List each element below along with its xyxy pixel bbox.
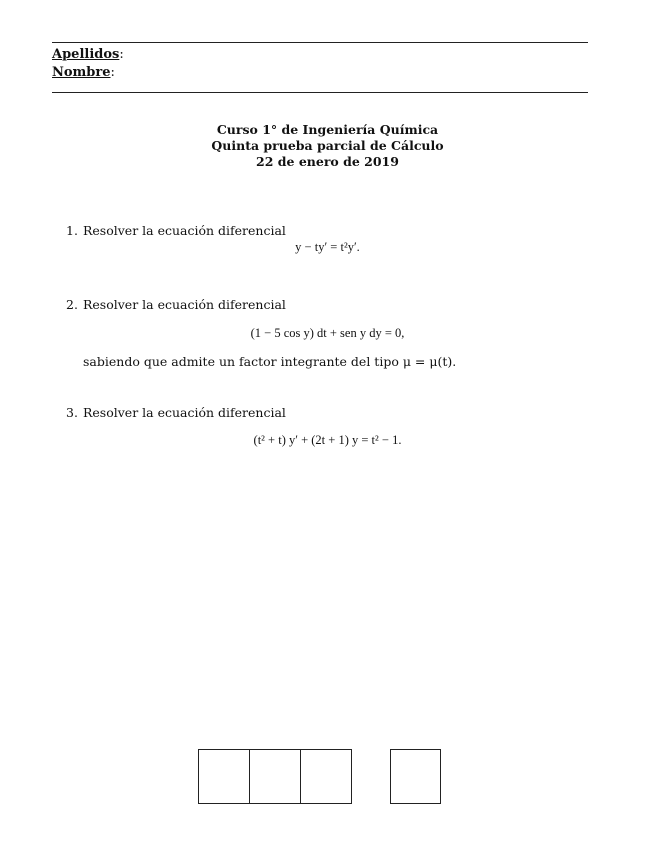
nombre-colon: : <box>110 65 115 80</box>
apellidos-field[interactable] <box>52 47 124 63</box>
problem-1 <box>66 223 586 238</box>
problem-1-text: Resolver la ecuación diferencial <box>83 223 286 238</box>
problem-2-equation: (1 − 5 cos y) dt + sen y dy = 0, <box>250 326 405 340</box>
nombre-field[interactable] <box>52 65 115 81</box>
header-bottom-rule <box>52 92 588 93</box>
problem-3 <box>66 405 586 420</box>
problem-3-text: Resolver la ecuación diferencial <box>83 405 286 420</box>
header-top-rule <box>52 42 588 43</box>
problem-2-number: 2. <box>66 297 78 312</box>
problem-3-equation: (t² + t) y′ + (2t + 1) y = t² − 1. <box>253 433 402 447</box>
grade-box-1[interactable] <box>198 749 250 804</box>
problem-1-equation: y − ty′ = t²y′. <box>295 240 360 254</box>
exam-title: Quinta prueba parcial de Cálculo <box>211 138 444 153</box>
grade-box-2[interactable] <box>249 749 301 804</box>
problem-2-note: sabiendo que admite un factor integrante del tipo μ = μ(t). <box>83 354 457 369</box>
problem-1-number: 1. <box>66 223 78 238</box>
apellidos-label: Apellidos <box>52 47 120 62</box>
course-title: Curso 1° de Ingeniería Química <box>216 122 439 137</box>
nombre-label: Nombre <box>52 65 111 80</box>
problem-3-number: 3. <box>66 405 78 420</box>
problem-2-text: Resolver la ecuación diferencial <box>83 297 286 312</box>
apellidos-colon: : <box>119 47 124 62</box>
problem-2 <box>66 297 586 312</box>
exam-date: 22 de enero de 2019 <box>256 154 399 169</box>
grade-box-3[interactable] <box>300 749 352 804</box>
exam-title-block <box>0 122 655 170</box>
grade-box-total[interactable] <box>390 749 441 804</box>
